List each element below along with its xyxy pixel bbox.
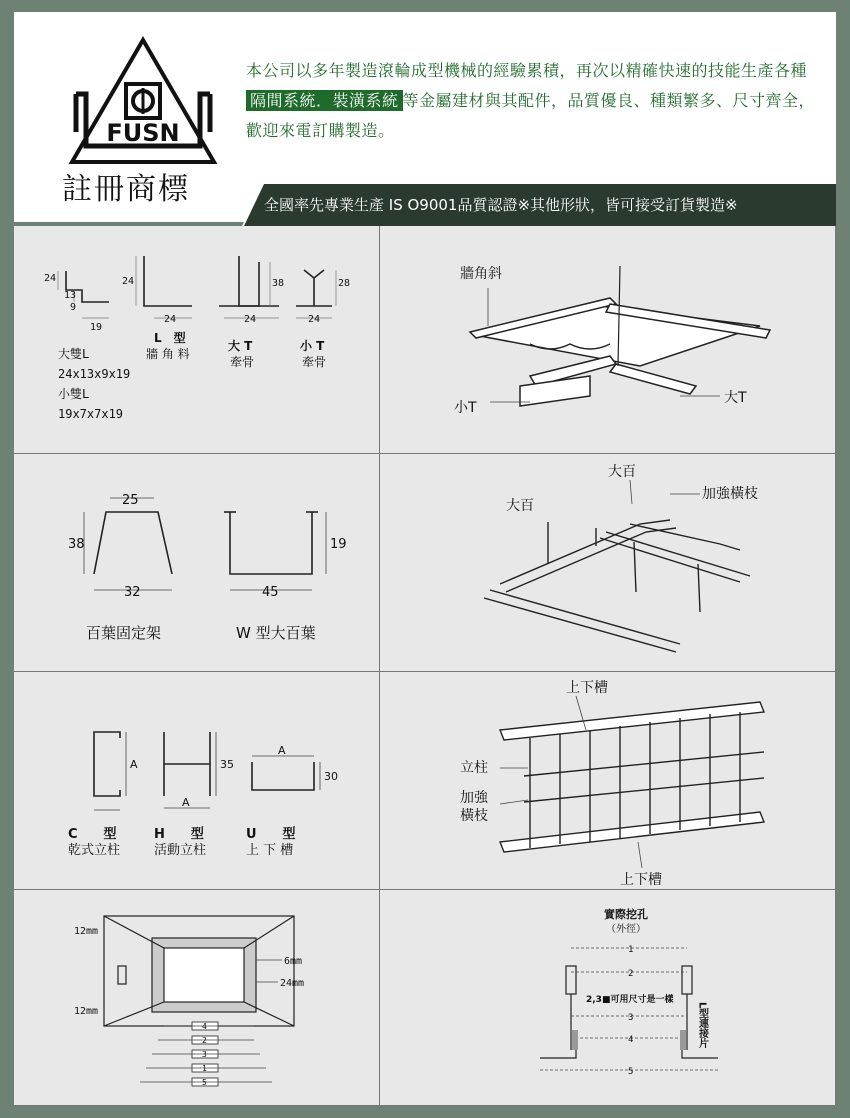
double-l-small-size: 19x7x7x19: [58, 407, 124, 421]
dim-38: 38: [272, 278, 285, 289]
dim-38: 38: [68, 537, 85, 552]
panel-louver-profiles: [14, 454, 380, 672]
double-l-small: 小雙L: [58, 387, 90, 401]
num-3: 3: [202, 1050, 207, 1059]
intro-highlight: 隔間系統．裝潢系統: [246, 90, 403, 111]
trademark-label: 註冊商標: [62, 172, 190, 207]
small-t-sub: 牽骨: [302, 355, 327, 369]
stud-label: 立柱: [460, 760, 488, 776]
panel-ceiling-grid: [380, 226, 836, 454]
dim-24-a: 24: [44, 273, 57, 284]
banner-text: 全國率先專業生產 IS O9001品質認證※其他形狀，皆可接受訂貨製造※: [264, 196, 738, 214]
louver-bracket-label: 百葉固定架: [86, 624, 162, 642]
panel-profiles: [14, 226, 380, 454]
big-louver-left: 大百: [506, 498, 534, 514]
l-type-sub: 牆 角 料: [146, 347, 190, 361]
panel-stud-profiles: [14, 672, 380, 890]
num-5: 5: [628, 1067, 634, 1077]
dim-a-h: A: [182, 796, 190, 809]
actual-hole-label: 實際挖孔: [604, 908, 648, 921]
wall-angle-label: 牆角斜: [460, 266, 502, 282]
c-type-label: C 型: [68, 827, 117, 842]
header: [14, 12, 836, 226]
intro-text-2: 等金屬建材與其配件，品質優良、種類繁多、尺寸齊全，歡迎來電訂購製造。: [246, 91, 816, 140]
dim-24-e: 24: [308, 314, 321, 325]
intro-text-1: 本公司以多年製造滾輪成型機械的經驗累積，再次以精確快速的技能生產各種: [246, 61, 808, 80]
product-grid: [14, 226, 836, 1106]
dim-25: 25: [122, 493, 139, 508]
u-type-label: U 型: [246, 827, 296, 842]
logo-text: FUSN: [106, 119, 180, 147]
catalog-sheet: [14, 12, 836, 1106]
num-1: 1: [628, 945, 634, 955]
dim-19: 19: [330, 537, 347, 552]
reinforce-label-1: 加強: [460, 790, 488, 806]
dim-45: 45: [262, 585, 279, 600]
big-t-label: 大 T: [228, 339, 253, 353]
dim-28: 28: [338, 278, 351, 289]
num-2: 2: [202, 1036, 207, 1045]
reinforce-label: 加強橫枝: [702, 486, 758, 502]
intro-text: [246, 56, 826, 146]
dim-30: 30: [324, 770, 338, 783]
num-4: 4: [202, 1022, 207, 1031]
h-type-sub: 活動立柱: [154, 843, 207, 858]
l-type-label: L 型: [154, 331, 186, 345]
num-3: 3: [628, 1013, 634, 1023]
num-5: 5: [202, 1078, 207, 1087]
num-2: 2: [628, 969, 634, 979]
num-1: 1: [202, 1064, 207, 1073]
top-track-label: 上下槽: [566, 680, 608, 696]
panel-frame-detail: [14, 890, 380, 1106]
small-t-label: 小 T: [300, 339, 325, 353]
u-type-sub: 上 下 槽: [246, 843, 294, 858]
fusn-logo: [68, 36, 218, 166]
h-type-label: H 型: [154, 827, 204, 842]
big-t-label: 大T: [724, 390, 747, 406]
dim-24-c: 24: [164, 314, 177, 325]
small-t-label: 小T: [454, 400, 477, 416]
dim-a-u: A: [278, 744, 286, 757]
bottom-track-label: 上下槽: [620, 872, 662, 888]
l-connector-label: L型連接片: [696, 1002, 708, 1049]
dim-19: 19: [90, 322, 103, 333]
dim-13: 13: [64, 290, 77, 301]
double-l-big: 大雙L: [58, 347, 90, 361]
panel-hole-sizing: [380, 890, 836, 1106]
dim-24mm: 24mm: [280, 978, 305, 989]
num-4: 4: [628, 1035, 634, 1045]
dim-6mm: 6mm: [284, 956, 303, 967]
big-louver-top: 大百: [608, 464, 636, 480]
w-louver-label: W 型大百葉: [236, 624, 316, 642]
dim-12mm-top: 12mm: [74, 926, 99, 937]
reinforce-label-2: 橫枝: [460, 808, 488, 824]
c-type-sub: 乾式立柱: [68, 843, 121, 858]
dim-9: 9: [70, 302, 77, 313]
big-t-sub: 牽骨: [230, 355, 255, 369]
panel-louver-assembly: [380, 454, 836, 672]
dim-12mm-bottom: 12mm: [74, 1006, 99, 1017]
dim-32: 32: [124, 585, 141, 600]
dim-35: 35: [220, 758, 234, 771]
dim-24-b: 24: [122, 276, 135, 287]
double-l-big-size: 24x13x9x19: [58, 367, 131, 381]
dim-a-c: A: [130, 758, 138, 771]
dim-24-d: 24: [244, 314, 257, 325]
note-label: 2,3■可用尺寸是一樣: [586, 995, 674, 1005]
outer-dia-label: （外徑）: [606, 924, 646, 935]
panel-partition-frame: [380, 672, 836, 890]
